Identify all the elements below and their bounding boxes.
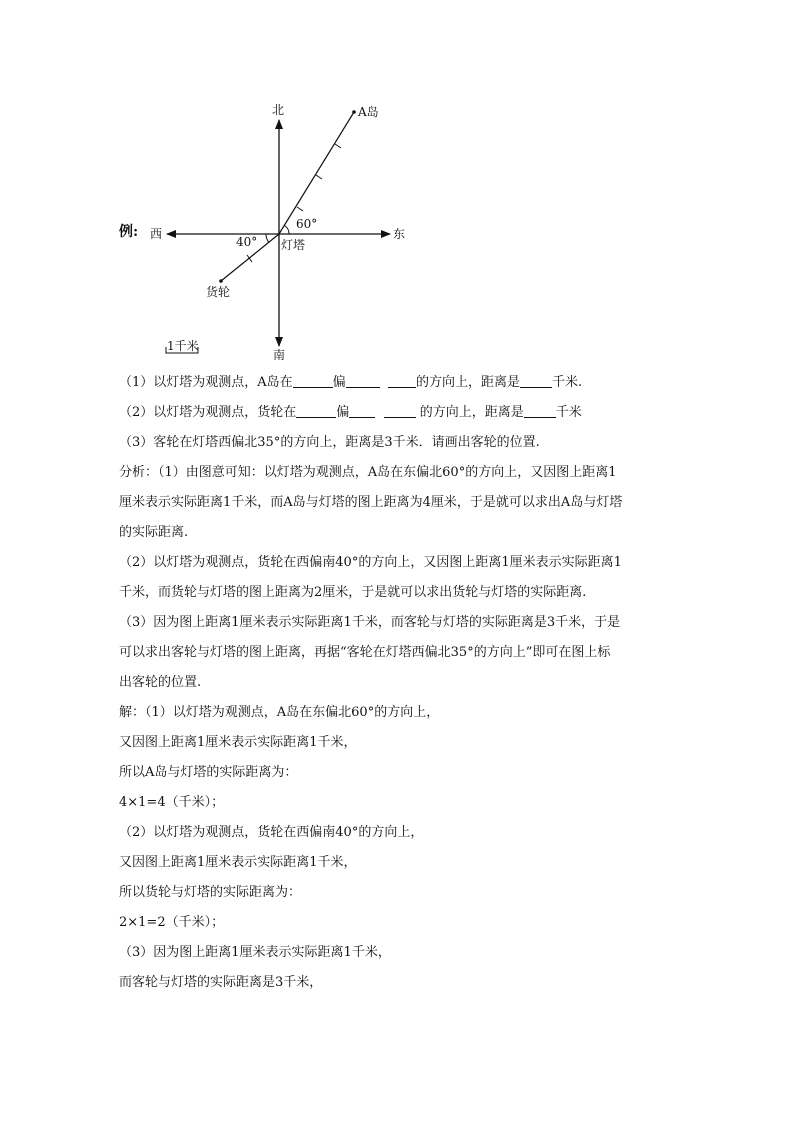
- north-label: 北: [272, 103, 285, 117]
- answer-blank[interactable]: [524, 403, 556, 418]
- answer-blank[interactable]: [388, 373, 416, 388]
- solution-line: 解：（1）以灯塔为观测点，A岛在东偏北60°的方向上，: [119, 705, 440, 720]
- analysis-line: 出客轮的位置.: [119, 675, 202, 690]
- lighthouse-label: 灯塔: [281, 238, 306, 252]
- island-tick: [316, 175, 322, 179]
- direction-diagram: [0, 0, 793, 380]
- answer-blank[interactable]: [293, 373, 333, 388]
- east-label: 东: [393, 227, 406, 241]
- answer-blank[interactable]: [346, 373, 380, 388]
- angle-40-label: 40°: [236, 235, 258, 249]
- angle-arc-40: [266, 234, 269, 243]
- analysis-line: （3）因为图上距离1厘米表示实际距离1千米，而客轮与灯塔的实际距离是3千米，于是: [119, 615, 621, 630]
- answer-blank[interactable]: [296, 403, 336, 418]
- solution-line: （3）因为图上距离1厘米表示实际距离1千米，: [119, 945, 391, 960]
- analysis-line: 千米，而货轮与灯塔的图上距离为2厘米，于是就可以求出货轮与灯塔的实际距离.: [119, 585, 587, 600]
- question-1: [119, 368, 679, 398]
- solution-line: （2）以灯塔为观测点，货轮在西偏南40°的方向上，: [119, 825, 424, 840]
- analysis-line: 厘米表示实际距离1千米，而A岛与灯塔的图上距离为4厘米，于是就可以求出A岛与灯塔: [119, 495, 623, 510]
- question-text-part: 千米: [555, 405, 582, 420]
- answer-blank[interactable]: [520, 373, 552, 388]
- solution-line: 所以货轮与灯塔的实际距离为：: [119, 885, 302, 900]
- island-line: [279, 112, 354, 234]
- west-label: 西: [150, 227, 163, 241]
- island-point: [352, 110, 356, 114]
- solution-line: 又因图上距离1厘米表示实际距离1千米，: [119, 855, 357, 870]
- question-3: （3）客轮在灯塔西偏北35°的方向上，距离是3千米．请画出客轮的位置.: [119, 435, 540, 450]
- island-tick: [335, 144, 341, 148]
- analysis-line: （2）以灯塔为观测点，货轮在西偏南40°的方向上，又因图上距离1厘米表示实际距离1: [119, 555, 622, 570]
- solution-line: 而客轮与灯塔的实际距离是3千米，: [119, 975, 323, 990]
- south-label: 南: [273, 348, 286, 362]
- freighter-label: 货轮: [206, 285, 231, 299]
- solution-line: 4×1=4（千米）；: [119, 795, 225, 810]
- question-text-part: 的方向上，距离是: [415, 375, 520, 390]
- analysis-line: 分析：（1）由图意可知：以灯塔为观测点，A岛在东偏北60°的方向上，又因图上距离1: [119, 465, 617, 480]
- solution-line: 又因图上距离1厘米表示实际距离1千米，: [119, 735, 357, 750]
- question-text-part: （1）以灯塔为观测点，A岛在: [119, 375, 293, 390]
- question-text-part: 的方向上，距离是: [419, 405, 524, 420]
- angle-arc-60: [285, 226, 290, 235]
- angle-60-label: 60°: [296, 217, 318, 231]
- answer-blank[interactable]: [349, 403, 375, 418]
- example-label: 例:: [119, 224, 139, 240]
- question-text-part: 千米.: [551, 375, 583, 390]
- question-text: [119, 368, 679, 998]
- question-2: [119, 398, 679, 428]
- scale-label: 1千米: [167, 339, 199, 353]
- question-text-part: （2）以灯塔为观测点，货轮在: [119, 405, 297, 420]
- question-text-part: 偏: [336, 405, 350, 420]
- solution-line: 2×1=2（千米）；: [119, 915, 225, 930]
- question-text-part: 偏: [332, 375, 346, 390]
- island-tick: [297, 207, 303, 211]
- analysis-line: 的实际距离.: [119, 525, 189, 540]
- island-label: A岛: [358, 105, 379, 119]
- solution-line: 所以A岛与灯塔的实际距离为：: [119, 765, 298, 780]
- answer-blank[interactable]: [384, 403, 416, 418]
- analysis-line: 可以求出客轮与灯塔的图上距离，再据“客轮在灯塔西偏北35°的方向上”即可在图上标: [119, 645, 611, 660]
- freighter-point: [219, 279, 223, 283]
